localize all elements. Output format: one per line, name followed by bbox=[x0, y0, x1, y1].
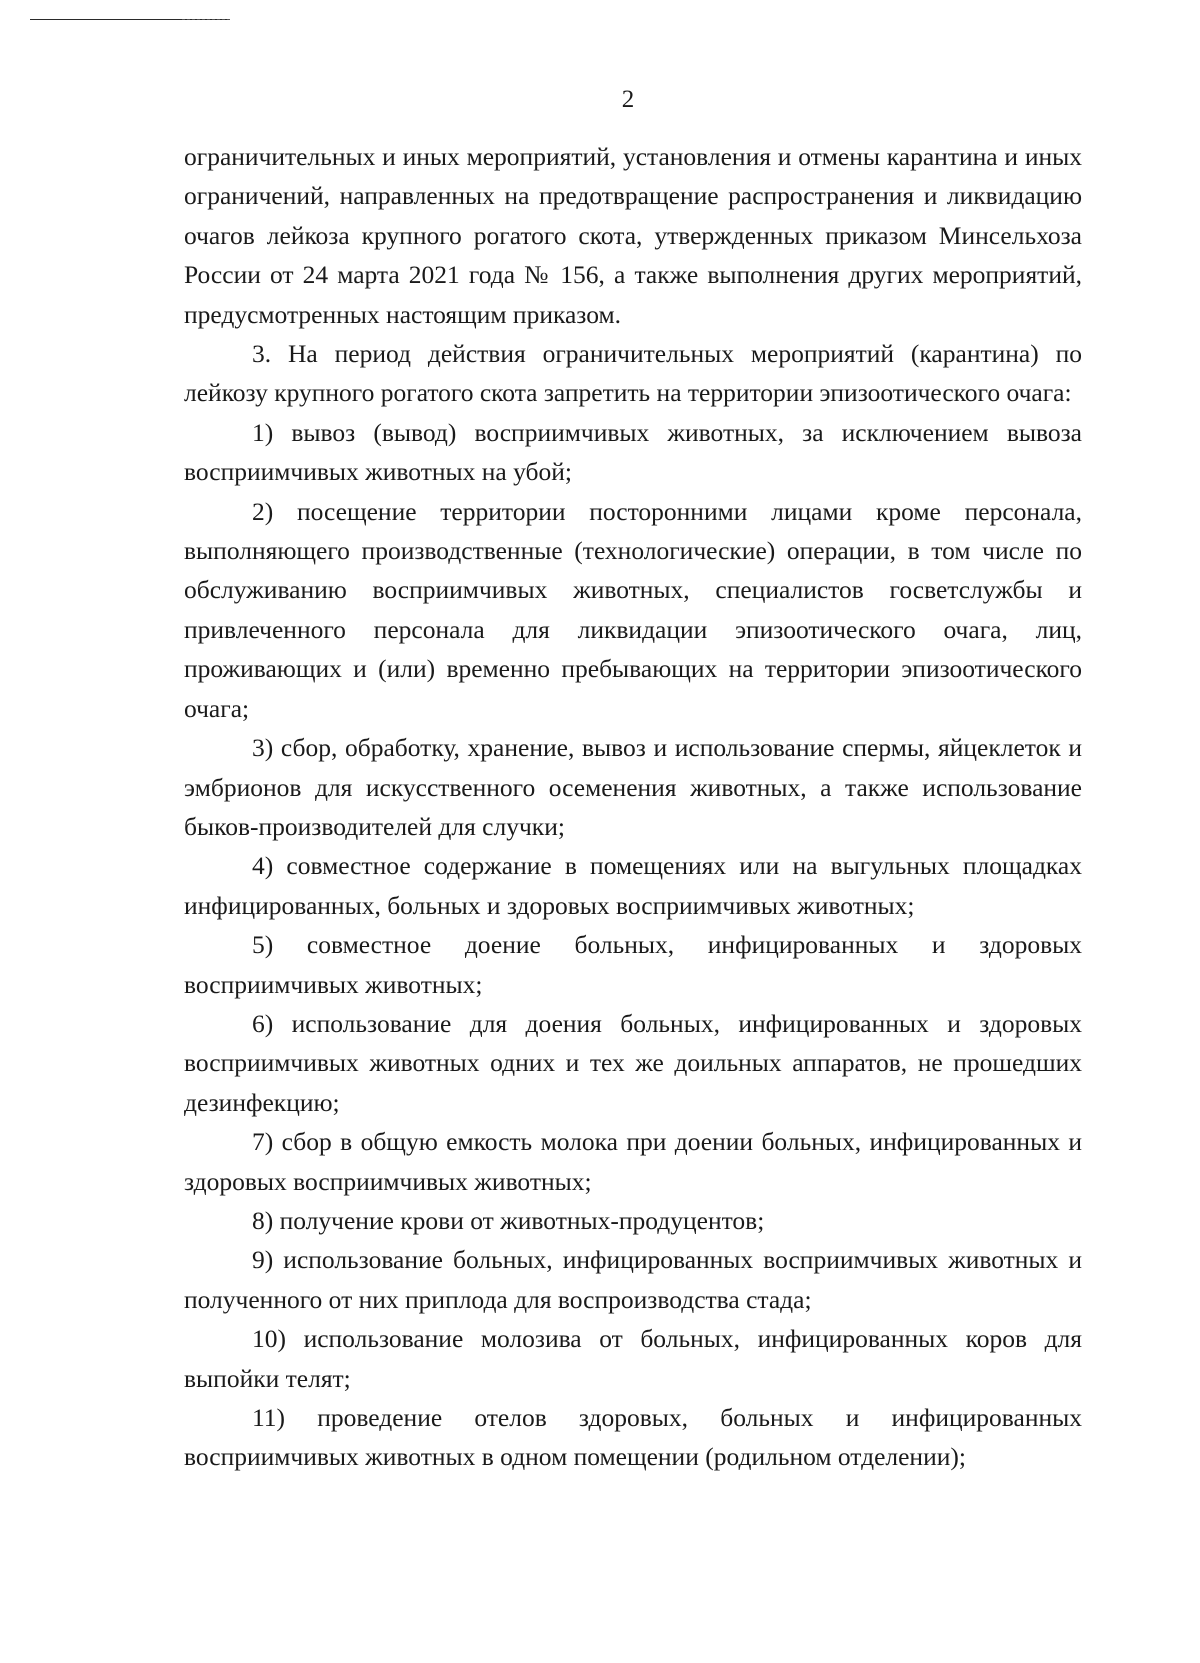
paragraph-subitem-4: 4) совместное содержание в помещениях или на выгульных площадках инфицированных, больных и здоровых восприимчивых животных; bbox=[184, 851, 1082, 920]
paragraph-item-3: 3. На период действия ограничительных мероприятий (карантина) по лейкозу крупного рогатого скота запретить на территории эпизоотического очага: bbox=[184, 339, 1082, 408]
paragraph-continuation: ограничительных и иных мероприятий, установления и отмены карантина и иных ограничений, направленных на предотвращение распространения и ликвидацию очагов лейкоза крупного рогатого скота, утвержденных приказом Минсельхоза России от 24 марта 2021 года № 156, а также выполнения других мероприятий, предусмотренных настоящим приказом. bbox=[184, 142, 1082, 329]
paragraph-subitem-8: 8) получение крови от животных-продуцентов; bbox=[252, 1205, 765, 1235]
paragraph-subitem-10: 10) использование молозива от больных, инфицированных коров для выпойки телят; bbox=[184, 1324, 1082, 1393]
paragraph-subitem-9: 9) использование больных, инфицированных восприимчивых животных и полученного от них приплода для воспроизводства стада; bbox=[184, 1245, 1082, 1314]
paragraph-subitem-6: 6) использование для доения больных, инфицированных и здоровых восприимчивых животных одних и тех же доильных аппаратов, не прошедших дезинфекцию; bbox=[184, 1008, 1082, 1117]
scan-artifact-line bbox=[30, 19, 230, 20]
paragraph-subitem-3: 3) сбор, обработку, хранение, вывоз и использование спермы, яйцеклеток и эмбрионов для искусственного осеменения животных, а также использование быков-производителей для случки; bbox=[184, 733, 1082, 841]
page-number: 2 bbox=[621, 86, 635, 113]
paragraph-subitem-7: 7) сбор в общую емкость молока при доении больных, инфицированных и здоровых восприимчивых животных; bbox=[184, 1127, 1082, 1196]
paragraph-subitem-2: 2) посещение территории посторонними лицами кроме персонала, выполняющего производственные (технологические) операции, в том числе по обслуживанию восприимчивых животных, специалистов госветслужбы и привлеченного персонала для ликвидации эпизоотического очага, лиц, проживающих и (или) временно пребывающих на территории эпизоотического очага; bbox=[184, 496, 1082, 723]
paragraph-subitem-5: 5) совместное доение больных, инфицированных и здоровых восприимчивых животных; bbox=[184, 930, 1082, 999]
paragraph-subitem-1: 1) вывоз (вывод) восприимчивых животных, за исключением вывоза восприимчивых животных на убой; bbox=[184, 417, 1082, 487]
paragraph-subitem-11: 11) проведение отелов здоровых, больных и инфицированных восприимчивых животных в одном помещении (родильном отделении); bbox=[184, 1403, 1082, 1472]
document-body bbox=[184, 137, 1082, 1477]
